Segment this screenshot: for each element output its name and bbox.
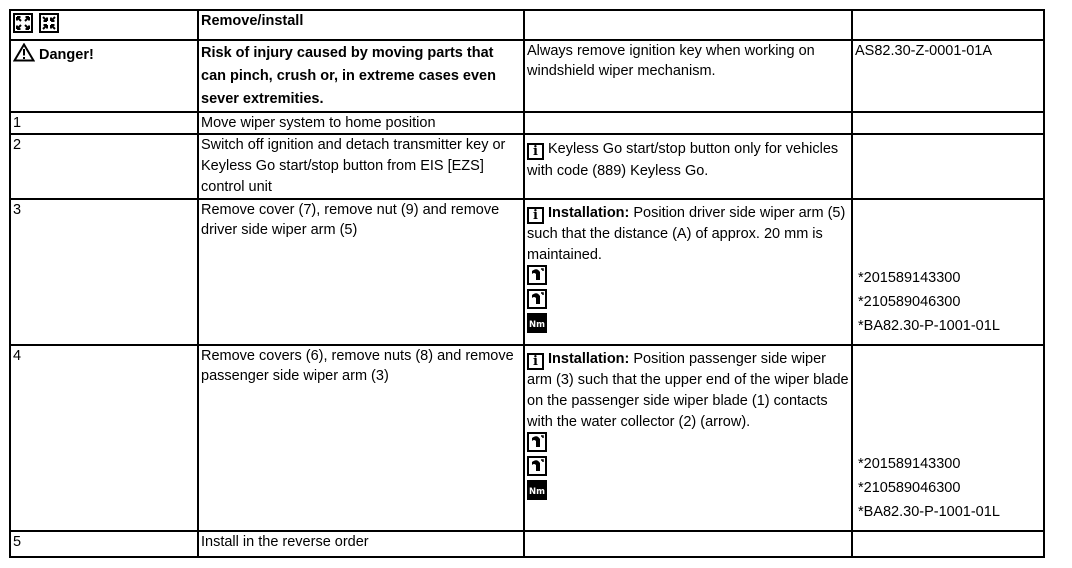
info-icon[interactable]: i (527, 207, 544, 224)
step-text: Remove covers (6), remove nuts (8) and remove passenger side wiper arm (3) (201, 348, 514, 384)
step-note-cell (524, 112, 852, 134)
step-note-cell (524, 134, 852, 199)
warning-triangle-icon (13, 43, 35, 68)
step-text: Move wiper system to home position (201, 115, 436, 131)
ref-link[interactable]: *BA82.30-P-1001-01L (858, 504, 1000, 520)
tool-line (527, 433, 849, 457)
step-text: Switch off ignition and detach transmitter key or Keyless Go start/stop button from EIS [EZS] control unit (201, 137, 506, 195)
header-empty-cell (524, 10, 852, 40)
step-number (10, 134, 198, 199)
expand-icon[interactable] (13, 13, 33, 39)
step-number (10, 531, 198, 557)
step-text-cell (198, 134, 524, 199)
tool-line (527, 290, 849, 314)
header-empty-cell (852, 10, 1044, 40)
tool-line (527, 266, 849, 290)
step-number-text: 3 (13, 202, 22, 218)
torque-glyph-text: Nm (529, 320, 545, 330)
torque-glyph-text: Nm (529, 487, 545, 497)
step-note-cell (524, 345, 852, 531)
torque-icon[interactable] (527, 313, 547, 339)
ref-link[interactable]: *210589046300 (858, 294, 961, 310)
step-note-cell (524, 531, 852, 557)
special-tool-icon[interactable] (527, 432, 547, 458)
ref-link[interactable]: *201589143300 (858, 456, 961, 472)
step-number-text: 1 (13, 115, 22, 131)
tool-line (527, 314, 849, 338)
step-ref-cell (852, 112, 1044, 134)
step-row (10, 345, 1044, 531)
danger-risk-text: Risk of injury caused by moving parts that can pinch, crush or, in extreme cases even sever extremities. (201, 45, 496, 107)
step-number (10, 112, 198, 134)
step-ref-cell (852, 134, 1044, 199)
step-text-cell (198, 199, 524, 345)
step-text: Remove cover (7), remove nut (9) and remove driver side wiper arm (5) (201, 202, 500, 238)
step-text-cell (198, 345, 524, 531)
danger-ref-cell (852, 40, 1044, 112)
tool-line (527, 457, 849, 481)
danger-row (10, 40, 1044, 112)
installation-label: Installation: (548, 351, 630, 367)
danger-label: Danger! (39, 47, 94, 64)
step-row (10, 199, 1044, 345)
step-row (10, 531, 1044, 557)
step-text: Install in the reverse order (201, 534, 369, 550)
special-tool-icon[interactable] (527, 265, 547, 291)
step-row (10, 112, 1044, 134)
collapse-icon[interactable] (39, 13, 59, 39)
step-number-text: 4 (13, 348, 22, 364)
tool-line (527, 481, 849, 505)
step-text-cell (198, 531, 524, 557)
step-number-text: 5 (13, 534, 22, 550)
special-tool-icon[interactable] (527, 289, 547, 315)
torque-icon[interactable] (527, 480, 547, 506)
step-text-cell (198, 112, 524, 134)
header-title-text: Remove/install (201, 13, 304, 29)
ref-link[interactable]: *BA82.30-P-1001-01L (858, 318, 1000, 334)
step-ref-cell (852, 199, 1044, 345)
step-ref-cell (852, 531, 1044, 557)
info-icon[interactable]: i (527, 143, 544, 160)
step-row (10, 134, 1044, 199)
step-number (10, 345, 198, 531)
step-ref-cell (852, 345, 1044, 531)
danger-instruction-text: Always remove ignition key when working on windshield wiper mechanism. (527, 43, 815, 79)
danger-label-cell (10, 40, 198, 112)
danger-risk-cell (198, 40, 524, 112)
danger-instruction-cell (524, 40, 852, 112)
info-icon[interactable]: i (527, 353, 544, 370)
procedure-table (9, 9, 1045, 558)
step-note-text: Position driver side wiper arm (5) such that the distance (A) of approx. 20 mm is maintained. (527, 205, 846, 263)
danger-ref-link[interactable]: AS82.30-Z-0001-01A (855, 43, 993, 59)
step-note-text: Position passenger side wiper arm (3) such that the upper end of the wiper blade on the passenger side wiper blade (1) contacts with the water collector (2) (arrow). (527, 351, 849, 430)
step-note-cell (524, 199, 852, 345)
ref-link[interactable]: *210589046300 (858, 480, 961, 496)
step-note-text: Keyless Go start/stop button only for vehicles with code (889) Keyless Go. (527, 141, 839, 179)
installation-label: Installation: (548, 205, 630, 221)
step-number-text: 2 (13, 137, 22, 153)
ref-link[interactable]: *201589143300 (858, 270, 961, 286)
special-tool-icon[interactable] (527, 456, 547, 482)
header-row (10, 10, 1044, 40)
step-number (10, 199, 198, 345)
header-icons-cell (10, 10, 198, 40)
header-title (198, 10, 524, 40)
